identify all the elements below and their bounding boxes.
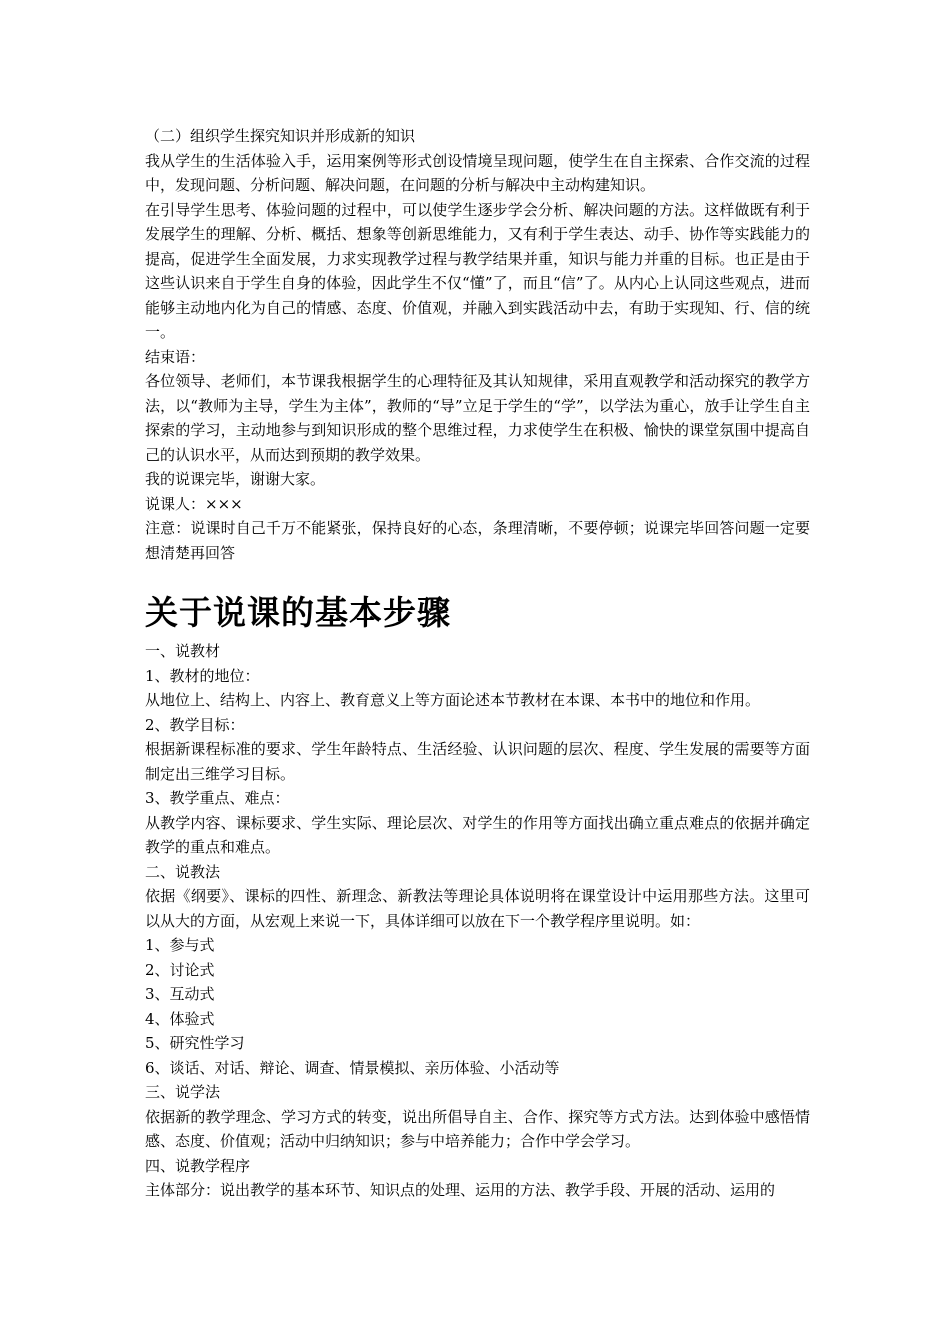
step-heading-teaching-procedure: 四、说教学程序 — [145, 1156, 251, 1175]
list-item-method: 3、互动式 — [145, 985, 215, 1003]
step-heading-teaching-methods: 二、说教法 — [145, 862, 221, 881]
document-heading: 关于说课的基本步骤 — [145, 593, 451, 632]
label-closing-remarks: 结束语： — [145, 347, 206, 366]
document-page — [145, 124, 810, 1203]
item-material-status-label: 1、教材的地位： — [145, 666, 260, 685]
paragraph-thanks: 我的说课完毕，谢谢大家。 — [145, 470, 326, 488]
item-key-points-text: 从教学内容、课标要求、学生实际、理论层次、对学生的作用等方面找出确立重点难点的依据并确定教学的重点和难点。 — [145, 813, 810, 856]
subheading-explore-knowledge: （二）组织学生探究知识并形成新的知识 — [145, 127, 416, 145]
paragraph-learning-methods: 依据新的教学理念、学习方式的转变，说出所倡导自主、合作、探究等方式方法。达到体验中感悟情感、态度、价值观；活动中归纳知识；参与中培养能力；合作中学会学习。 — [145, 1107, 810, 1150]
item-teaching-goals-label: 2、教学目标： — [145, 715, 245, 734]
paragraph-teaching-methods: 依据《纲要》、课标的四性、新理念、新教法等理论具体说明将在课堂设计中运用那些方法。这里可以从大的方面，从宏观上来说一下，具体详细可以放在下一个教学程序里说明。如： — [145, 887, 810, 930]
paragraph-presenter: 说课人：××× — [145, 494, 243, 513]
list-item-method: 5、研究性学习 — [145, 1034, 245, 1052]
step-heading-learning-methods: 三、说学法 — [145, 1083, 221, 1101]
step-heading-materials: 一、说教材 — [145, 642, 221, 660]
paragraph-teaching-procedure: 主体部分：说出教学的基本环节、知识点的处理、运用的方法、教学手段、开展的活动、运用的 — [145, 1181, 776, 1199]
list-item-method: 2、讨论式 — [145, 960, 215, 979]
paragraph-attention-note: 注意：说课时自己千万不能紧张，保持良好的心态，条理清晰，不要停顿；说课完毕回答问题一定要想清楚再回答 — [145, 519, 810, 562]
paragraph-closing-remarks: 各位领导、老师们，本节课我根据学生的心理特征及其认知规律，采用直观教学和活动探究的教学方法，以“教师为主导，学生为主体”，教师的“导”立足于学生的“学”，以学法为重心，放手让学生自主探索的学习，主动地参与到知识形成的整个思维过程，力求使学生在积极、愉快的课堂氛围中提高自己的认识水平，从而达到预期的教学效果。 — [145, 372, 810, 464]
item-material-status-text: 从地位上、结构上、内容上、教育意义上等方面论述本节教材在本课、本书中的地位和作用。 — [145, 691, 761, 709]
list-item-method: 6、谈话、对话、辩论、调查、情景模拟、亲历体验、小活动等 — [145, 1058, 560, 1077]
list-item-method: 4、体验式 — [145, 1009, 215, 1028]
item-key-points-label: 3、教学重点、难点： — [145, 789, 290, 807]
list-item-method: 1、参与式 — [145, 936, 215, 954]
paragraph-guide-thinking: 在引导学生思考、体验问题的过程中，可以使学生逐步学会分析、解决问题的方法。这样做既有利于发展学生的理解、分析、概括、想象等创新思维能力，又有利于学生表达、动手、协作等实践能力的提高，促进学生全面发展，力求实现教学过程与教学结果并重，知识与能力并重的目标。也正是由于这些认识来自于学生自身的体验，因此学生不仅“懂”了，而且“信”了。从内心上认同这些观点，进而能够主动地内化为自己的情感、态度、价值观，并融入到实践活动中去，有助于实现知、行、信的统一。 — [145, 200, 810, 341]
paragraph-life-experience: 我从学生的生活体验入手，运用案例等形式创设情境呈现问题，使学生在自主探索、合作交流的过程中，发现问题、分析问题、解决问题，在问题的分析与解决中主动构建知识。 — [145, 151, 810, 194]
section-basic-steps — [145, 639, 810, 1203]
item-teaching-goals-text: 根据新课程标准的要求、学生年龄特点、生活经验、认识问题的层次、程度、学生发展的需要等方面制定出三维学习目标。 — [145, 740, 810, 783]
section-lesson-conclusion — [145, 124, 810, 565]
